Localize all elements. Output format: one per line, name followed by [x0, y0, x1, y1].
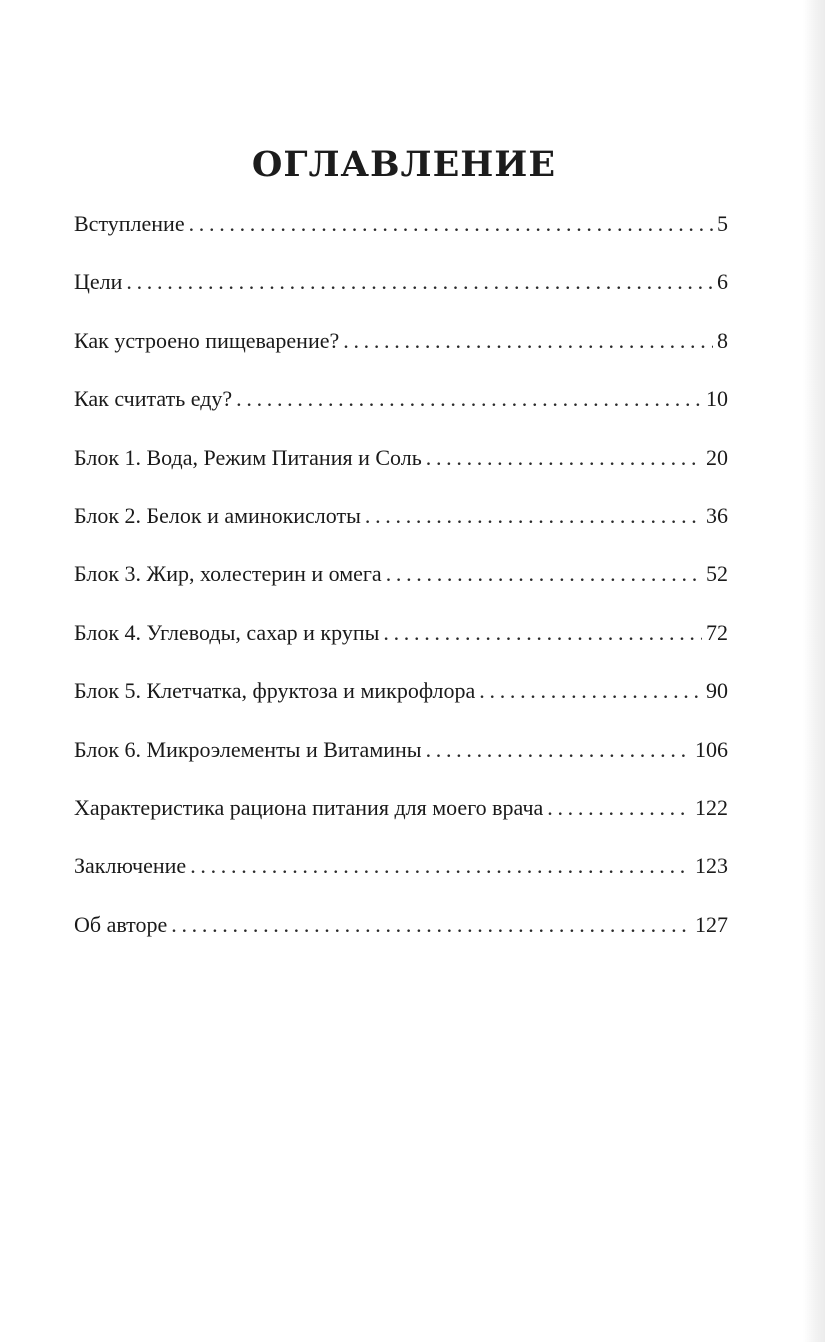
- dot-leader: [383, 611, 702, 655]
- toc-entry-page: 106: [695, 736, 728, 762]
- toc-entry[interactable]: [74, 377, 728, 435]
- dot-leader: [126, 260, 713, 304]
- toc-entry[interactable]: [74, 319, 728, 377]
- dot-leader: [343, 319, 713, 363]
- dot-leader: [236, 377, 702, 421]
- dot-leader: [547, 786, 691, 830]
- toc-entry-page: 122: [695, 794, 728, 820]
- toc-entry-title: Блок 3. Жир, холестерин и омега: [74, 561, 382, 587]
- toc-entry[interactable]: [74, 260, 728, 318]
- dot-leader: [190, 844, 691, 888]
- toc-entry[interactable]: [74, 669, 728, 727]
- toc-entry[interactable]: [74, 494, 728, 552]
- toc-entry-title: Характеристика рациона питания для моего врача: [74, 794, 544, 820]
- toc-entry[interactable]: [74, 903, 728, 961]
- toc-entry[interactable]: [74, 728, 728, 786]
- toc-entry-title: Блок 1. Вода, Режим Питания и Соль: [74, 444, 422, 470]
- toc-entry-title: Заключение: [74, 853, 187, 879]
- dot-leader: [189, 202, 713, 246]
- toc-entry-title: Блок 2. Белок и аминокислоты: [74, 502, 361, 528]
- toc-entry-title: Цели: [74, 269, 123, 295]
- toc-entry[interactable]: [74, 552, 728, 610]
- toc-entry-page: 8: [717, 327, 728, 353]
- toc-entry[interactable]: [74, 786, 728, 844]
- dot-leader: [426, 728, 691, 772]
- toc-entry-page: 90: [706, 678, 728, 704]
- toc-entry-title: Как устроено пищеварение?: [74, 327, 340, 353]
- toc-entry-page: 127: [695, 911, 728, 937]
- dot-leader: [426, 436, 702, 480]
- table-of-contents: [74, 202, 728, 961]
- toc-entry-title: Блок 4. Углеводы, сахар и крупы: [74, 619, 380, 645]
- dot-leader: [171, 903, 691, 947]
- page-title: ОГЛАВЛЕНИЕ: [251, 144, 557, 185]
- toc-entry[interactable]: [74, 611, 728, 669]
- toc-entry-page: 5: [717, 211, 728, 236]
- dot-leader: [365, 494, 702, 538]
- toc-entry-page: 36: [706, 502, 728, 528]
- page-edge-shadow: [803, 0, 825, 1342]
- toc-entry-title: Блок 6. Микроэлементы и Витамины: [74, 736, 422, 762]
- toc-entry-page: 123: [695, 853, 728, 879]
- toc-entry-title: Об авторе: [74, 911, 168, 937]
- dot-leader: [479, 669, 702, 713]
- toc-entry[interactable]: [74, 202, 728, 260]
- toc-entry[interactable]: [74, 844, 728, 902]
- toc-entry-page: 20: [706, 444, 728, 470]
- toc-entry-page: 72: [706, 619, 728, 645]
- dot-leader: [386, 552, 702, 596]
- toc-entry-title: Как считать еду?: [74, 386, 233, 412]
- toc-entry[interactable]: [74, 436, 728, 494]
- toc-entry-page: 52: [706, 561, 728, 587]
- toc-entry-page: 6: [717, 269, 728, 295]
- toc-entry-title: Вступление: [74, 211, 185, 236]
- toc-entry-title: Блок 5. Клетчатка, фруктоза и микрофлора: [74, 678, 476, 704]
- toc-entry-page: 10: [706, 386, 728, 412]
